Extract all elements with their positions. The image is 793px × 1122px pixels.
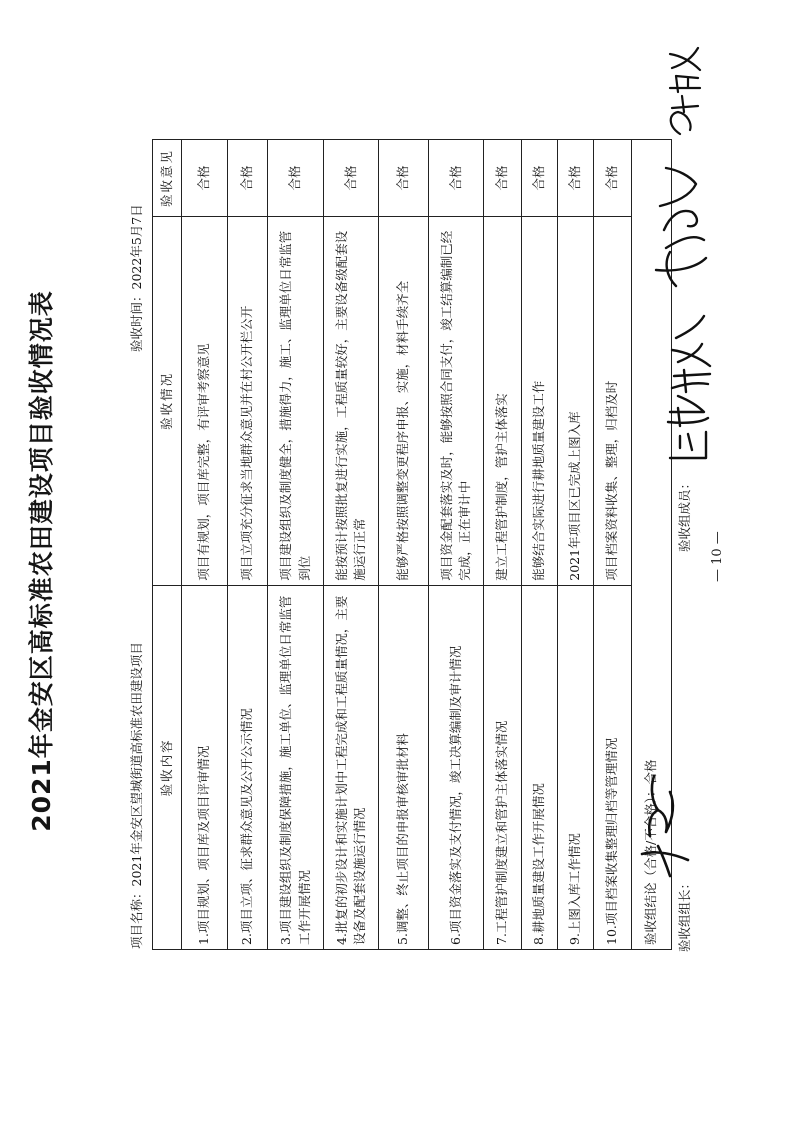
row-content: 8.耕地质量建设工作开展情况 [522, 585, 558, 949]
row-content: 3.项目建设组织及制度保障措施，施工单位、监理单位日常监管工作开展情况 [268, 585, 324, 949]
member-signature-3 [658, 40, 708, 140]
table-row [484, 140, 522, 950]
project-name: 2021年金安区望城街道高标准农田建设项目 [129, 642, 144, 887]
header-content: 验收内容 [153, 585, 182, 949]
row-situation: 建立工程管护制度，管护主体落实 [484, 217, 522, 586]
table-row [594, 140, 632, 950]
row-opinion: 合格 [268, 140, 324, 217]
row-content: 7.工程管护制度建立和管护主体落实情况 [484, 585, 522, 949]
leader-signature [628, 764, 698, 884]
row-content: 5.调整、终止项目的申报审核审批材料 [379, 585, 429, 949]
row-opinion: 合格 [484, 140, 522, 217]
table-row [182, 140, 228, 950]
header-situation: 验收情况 [153, 217, 182, 586]
row-content: 9.上图入库工作情况 [558, 585, 594, 949]
row-content: 6.项目资金落实及支付情况，竣工决算编制及审计情况 [429, 585, 484, 949]
time-value: 2022年5月7日 [129, 204, 144, 290]
row-opinion: 合格 [594, 140, 632, 217]
table-row [429, 140, 484, 950]
row-content: 2.项目立项、征求群众意见及公开公示情况 [228, 585, 268, 949]
row-situation: 项目档案资料收集、整理，归档及时 [594, 217, 632, 586]
row-opinion: 合格 [182, 140, 228, 217]
time-label: 验收时间： [129, 289, 144, 352]
conclusion-value: 合格 [643, 759, 659, 785]
row-content: 1.项目规划、项目库及项目评审情况 [182, 585, 228, 949]
row-opinion: 合格 [522, 140, 558, 217]
header-opinion: 验收意见 [153, 140, 182, 217]
row-opinion: 合格 [429, 140, 484, 217]
leader-label: 验收组组长： [677, 876, 692, 952]
member-signature-2 [646, 162, 716, 292]
row-situation: 能够严格按照调整变更程序申报、实施，材料手续齐全 [379, 217, 429, 586]
row-situation: 项目有规划，项目库完整，有评审考察意见 [182, 217, 228, 586]
row-situation: 能按预计按照批复进行实施，工程质量较好，主要设备级配套设施运行正常 [324, 217, 379, 586]
document-title: 2021年金安区高标准农田建设项目验收情况表 [27, 290, 56, 832]
row-opinion: 合格 [324, 140, 379, 217]
row-situation: 2021年项目区已完成上图入库 [558, 217, 594, 586]
row-opinion: 合格 [379, 140, 429, 217]
table-row [558, 140, 594, 950]
row-content: 10.项目档案收集整理归档等管理情况 [594, 585, 632, 949]
row-situation: 项目建设组织及制度健全，措施得力，施工、监理单位日常监管到位 [268, 217, 324, 586]
members-label: 验收组成员： [677, 476, 692, 552]
inspection-time-line [127, 204, 145, 352]
row-opinion: 合格 [228, 140, 268, 217]
row-situation: 项目立项充分征求当地群众意见并在村公开栏公开 [228, 217, 268, 586]
row-situation: 能够结合实际进行耕地质量建设工作 [522, 217, 558, 586]
project-label: 项目名称： [129, 886, 144, 949]
acceptance-table [152, 139, 672, 950]
table-row [379, 140, 429, 950]
conclusion-label: 验收组结论（合格/不合格）： [643, 784, 659, 945]
member-signature-1 [658, 312, 718, 462]
table-header-row [153, 140, 182, 950]
row-opinion: 合格 [558, 140, 594, 217]
page-number: — 10 — [710, 531, 725, 582]
table-row [228, 140, 268, 950]
row-content: 4.批复的初步设计和实施计划中工程完成和工程质量情况，主要设备及配套设施运行情况 [324, 585, 379, 949]
row-situation: 项目资金配套落实及时，能够按照合同支付，竣工结算编制已经完成，正在审计中 [429, 217, 484, 586]
table-row [268, 140, 324, 950]
table-row [324, 140, 379, 950]
project-name-line [127, 642, 145, 949]
table-row [522, 140, 558, 950]
